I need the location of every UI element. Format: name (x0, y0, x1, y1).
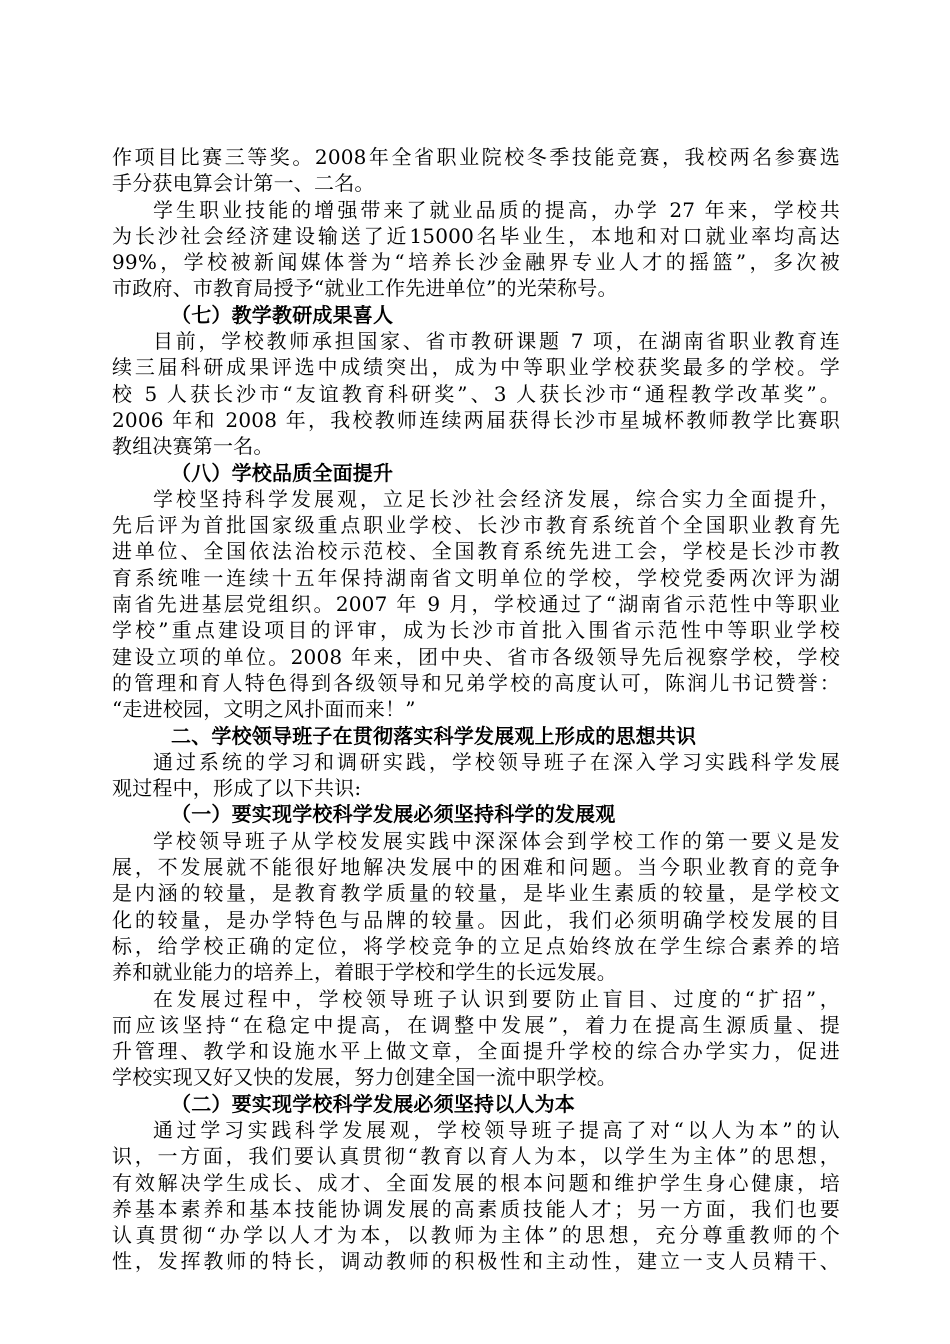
paragraph-first-line: 目前，学校教师承担国家、省市教研课题 7 项，在湖南省职业教育连 (153, 329, 840, 354)
text-line: 是内涵的较量，是教育教学质量的较量，是毕业生素质的较量，是学校文 (112, 881, 840, 906)
text-line: 的管理和育人特色得到各级领导和兄弟学校的高度认可，陈润儿书记赞誉： (112, 670, 840, 695)
paragraph-first-line: 学生职业技能的增强带来了就业品质的提高，办学 27 年来，学校共 (153, 197, 840, 222)
text-line: 校 5 人获长沙市“友谊教育科研奖”、3 人获长沙市“通程教学改革奖”。 (112, 381, 840, 406)
document-body (112, 144, 840, 1275)
text-line: 南省先进基层党组织。2007 年 9 月，学校通过了“湖南省示范性中等职业 (112, 592, 840, 617)
text-line: 认真贯彻“办学以人才为本，以教师为主体”的思想，充分尊重教师的个 (112, 1223, 840, 1248)
text-line: 化的较量，是办学特色与品牌的较量。因此，我们必须明确学校发展的目 (112, 907, 840, 932)
text-line: 标，给学校正确的定位，将学校竞争的立足点始终放在学生综合素养的培 (112, 933, 840, 958)
text-line: 先后评为首批国家级重点职业学校、长沙市教育系统首个全国职业教育先 (112, 513, 840, 538)
text-line: 学校”重点建设项目的评审，成为长沙市首批入围省示范性中等职业学校 (112, 618, 840, 643)
section-heading: 二、学校领导班子在贯彻落实科学发展观上形成的思想共识 (171, 723, 697, 748)
text-line: 手分获电算会计第一、二名。 (112, 171, 375, 196)
paragraph-first-line: 学校坚持科学发展观，立足长沙社会经济发展，综合实力全面提升， (153, 486, 840, 511)
text-line: 识，一方面，我们要认真贯彻“教育以育人为本，以学生为主体”的思想， (112, 1144, 840, 1169)
text-line: 升管理、教学和设施水平上做文章，全面提升学校的综合办学实力，促进 (112, 1039, 840, 1064)
paragraph-first-line: 学校领导班子从学校发展实践中深深体会到学校工作的第一要义是发 (153, 828, 840, 853)
paragraph-first-line: 通过系统的学习和调研实践，学校领导班子在深入学习实践科学发展 (153, 749, 840, 774)
text-line: 99%，学校被新闻媒体誉为“培养长沙金融界专业人才的摇篮”，多次被 (112, 250, 840, 275)
text-line: 市政府、市教育局授予“就业工作先进单位”的光荣称号。 (112, 276, 618, 301)
section-heading: （二）要实现学校科学发展必须坚持以人为本 (171, 1091, 575, 1116)
section-heading: （一）要实现学校科学发展必须坚持科学的发展观 (171, 802, 616, 827)
text-line: 有效解决学生成长、成才、全面发展的根本问题和维护学生身心健康，培 (112, 1170, 840, 1195)
section-heading: （七）教学教研成果喜人 (171, 302, 394, 327)
text-line: 而应该坚持“在稳定中提高，在调整中发展”，着力在提高生源质量、提 (112, 1012, 840, 1037)
text-line: 观过程中，形成了以下共识: (112, 776, 362, 801)
section-heading: （八）学校品质全面提升 (171, 460, 394, 485)
text-line: 建设立项的单位。2008 年来，团中央、省市各级领导先后视察学校，学校 (112, 644, 840, 669)
text-line: “走进校园，文明之风扑面而来！” (112, 697, 416, 722)
text-line: 养和就业能力的培养上，着眼于学校和学生的长远发展。 (112, 960, 617, 985)
paragraph-first-line: 通过学习实践科学发展观，学校领导班子提高了对“以人为本”的认 (153, 1117, 840, 1142)
paragraph-first-line: 在发展过程中，学校领导班子认识到要防止盲目、过度的“扩招”， (153, 986, 840, 1011)
text-line: 教组决赛第一名。 (112, 434, 274, 459)
text-line: 作项目比赛三等奖。2008年全省职业院校冬季技能竞赛，我校两名参赛选 (112, 145, 840, 169)
text-line: 养基本素养和基本技能协调发展的高素质技能人才；另一方面，我们也要 (112, 1196, 840, 1221)
text-line: 展，不发展就不能很好地解决发展中的困难和问题。当今职业教育的竞争 (112, 855, 840, 880)
text-line: 性，发挥教师的特长，调动教师的积极性和主动性，建立一支人员精干、 (112, 1249, 840, 1274)
text-line: 为长沙社会经济建设输送了近15000名毕业生，本地和对口就业率均高达 (112, 223, 840, 248)
text-line: 续三届科研成果评选中成绩突出，成为中等职业学校获奖最多的学校。学 (112, 355, 840, 380)
text-line: 2006 年和 2008 年，我校教师连续两届获得长沙市星城杯教师教学比赛职 (112, 407, 840, 432)
text-line: 学校实现又好又快的发展，努力创建全国一流中职学校。 (112, 1065, 617, 1090)
text-line: 进单位、全国依法治校示范校、全国教育系统先进工会，学校是长沙市教 (112, 539, 840, 564)
text-line: 育系统唯一连续十五年保持湖南省文明单位的学校，学校党委两次评为湖 (112, 565, 840, 590)
